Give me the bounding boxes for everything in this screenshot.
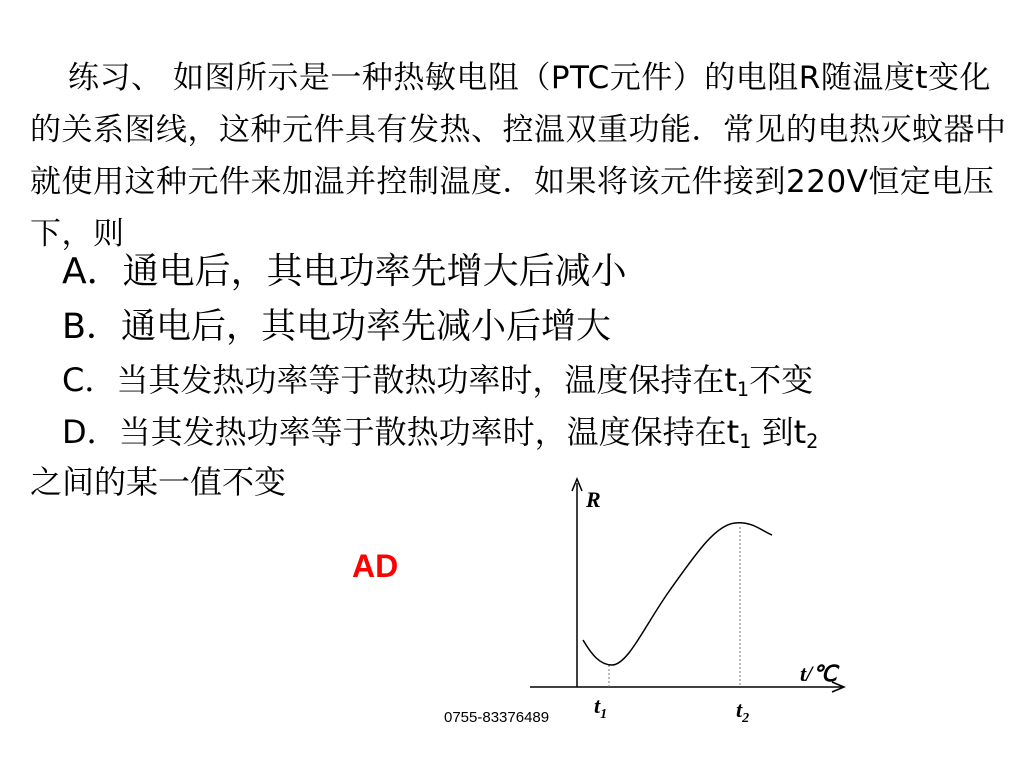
t2-label xyxy=(736,697,749,726)
t1-label-main: t xyxy=(594,693,601,718)
resistance-temperature-graph xyxy=(520,475,860,735)
y-axis-label: R xyxy=(586,487,601,512)
option-c-end: 不变 xyxy=(749,361,814,399)
t1-label-sub: 1 xyxy=(600,707,608,722)
footer-phone: 0755-83376489 xyxy=(444,709,550,726)
resistance-curve xyxy=(583,523,772,665)
option-a: A．通电后，其电功率先增大后减小 xyxy=(62,251,627,292)
t1-label xyxy=(594,693,607,722)
option-d-sub: 1 xyxy=(739,429,752,453)
t2-label-sub: 2 xyxy=(742,711,750,726)
option-b: B．通电后，其电功率先减小后增大 xyxy=(62,307,612,347)
option-d-sub2: 2 xyxy=(806,429,819,453)
option-c-text: C．当其发热功率等于散热功率时，温度保持在t xyxy=(62,361,737,399)
answer-label: AD xyxy=(352,548,399,584)
option-d-continuation: 之间的某一值不变 xyxy=(30,463,287,501)
option-d xyxy=(62,410,818,464)
t2-label-main: t xyxy=(736,697,743,722)
question-text xyxy=(30,52,1015,260)
option-d-text: D．当其发热功率等于散热功率时，温度保持在t xyxy=(62,413,740,451)
option-c xyxy=(62,358,813,412)
question-intro: 练习、 如图所示是一种热敏电阻（PTC元件）的电阻R随温度t变化的关系图线，这种元件具有发热、控温双重功能．常见的电热灭蚊器中就使用这种元件来加温并控制温度．如果将该元件接到220V恒定电压下，则 xyxy=(30,60,1007,252)
x-axis-label: t/℃ xyxy=(800,661,837,686)
option-d-mid: 到t xyxy=(751,413,807,451)
option-c-sub: 1 xyxy=(736,377,750,401)
